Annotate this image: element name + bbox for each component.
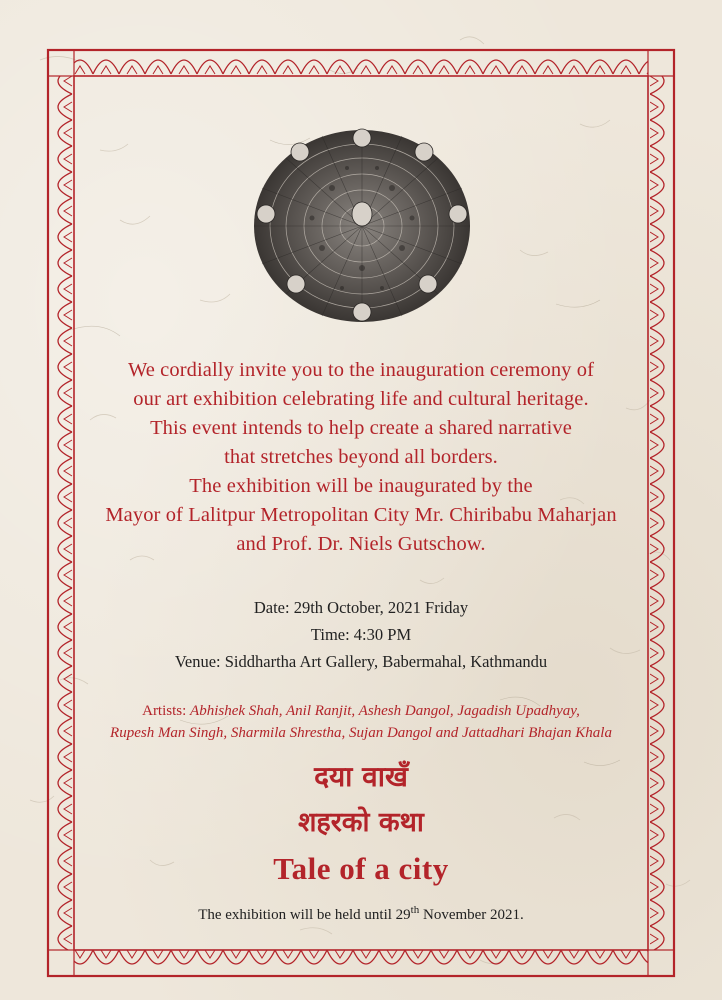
- invitation-line: The exhibition will be inaugurated by the: [189, 475, 533, 497]
- artists-names-2: Rupesh Man Singh, Sharmila Shrestha, Sujan Dangol and Jattadhari Bhajan Khala: [110, 725, 612, 741]
- exhibition-duration: [60, 898, 662, 927]
- artists-names-1: Abhishek Shah, Anil Ranjit, Ashesh Dangol, Jagadish Upadhyay,: [190, 703, 580, 719]
- invitation-line: our art exhibition celebrating life and cultural heritage.: [133, 388, 589, 410]
- footer-prefix: The exhibition will be held until 29: [198, 907, 411, 923]
- footer-suffix: November 2021.: [419, 907, 524, 923]
- invitation-line: Mayor of Lalitpur Metropolitan City Mr. Chiribabu Maharjan: [105, 504, 617, 526]
- invitation-line: that stretches beyond all borders.: [224, 446, 498, 468]
- title-nepal-bhasa: दया वाखँ: [314, 760, 408, 793]
- event-date: Date: 29th October, 2021 Friday: [253, 598, 469, 617]
- artists-line-1: [60, 700, 662, 722]
- event-time: Time: 4:30 PM: [310, 625, 412, 644]
- invitation-line: and Prof. Dr. Niels Gutschow.: [236, 533, 486, 555]
- artists-label: Artists:: [142, 703, 187, 719]
- artists-list: [60, 700, 662, 744]
- event-venue: Venue: Siddhartha Art Gallery, Babermahal, Kathmandu: [174, 652, 548, 671]
- footer-sup: th: [410, 904, 420, 916]
- invitation-line: This event intends to help create a shared narrative: [150, 417, 572, 439]
- title-nepali: शहरको कथा: [298, 807, 424, 838]
- invitation-line: We cordially invite you to the inauguration ceremony of: [127, 359, 595, 381]
- event-details: [60, 594, 662, 675]
- invitation-text: [60, 356, 662, 559]
- title-english: Tale of a city: [273, 851, 449, 886]
- mandala-artwork: [252, 128, 472, 324]
